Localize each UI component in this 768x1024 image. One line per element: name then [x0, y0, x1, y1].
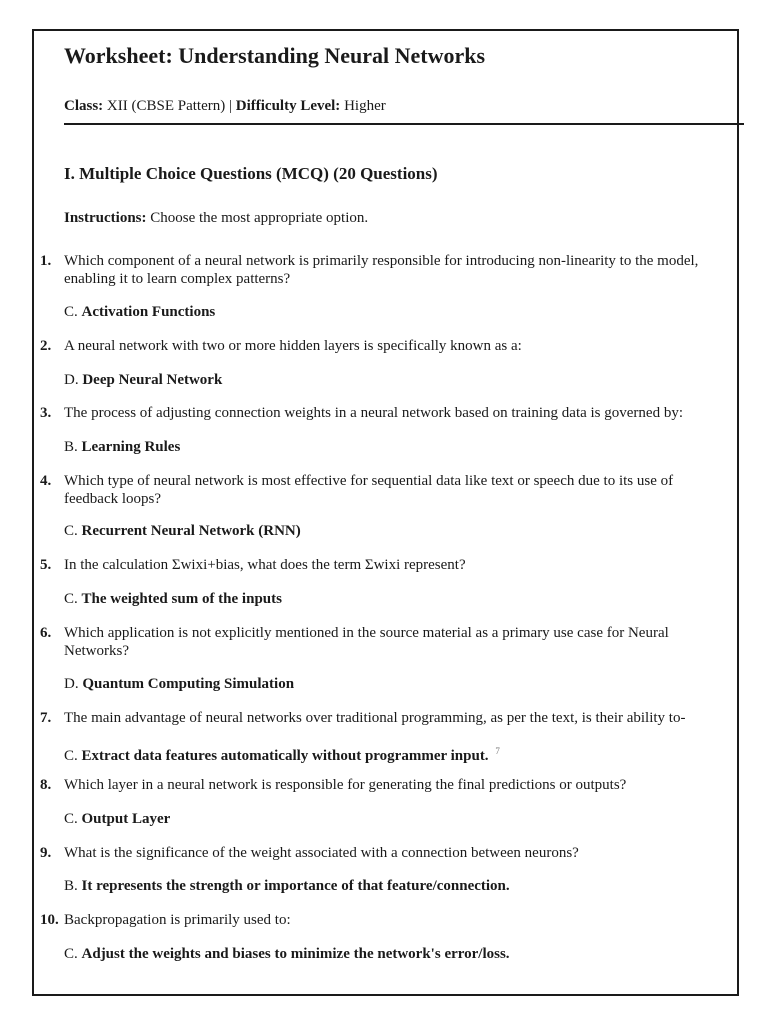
answer-option: B.: [64, 878, 78, 894]
answer-text: Learning Rules: [81, 439, 181, 455]
question-8: [40, 776, 724, 794]
answer-option: C.: [64, 946, 78, 962]
answer-3: [64, 438, 180, 456]
class-label: Class:: [64, 98, 104, 114]
question-number: 2.: [40, 338, 52, 354]
answer-4: [64, 522, 301, 540]
answer-5: [64, 590, 282, 608]
worksheet-title: Worksheet: Understanding Neural Networks: [64, 43, 486, 68]
answer-option: C.: [64, 811, 78, 827]
question-2: [40, 337, 724, 355]
question-7: [40, 709, 724, 727]
header-divider: [64, 123, 744, 125]
question-text: What is the significance of the weight associated with a connection between neurons?: [64, 845, 579, 861]
question-10: [40, 911, 724, 929]
question-4: [40, 472, 724, 508]
question-number: 4.: [40, 473, 52, 489]
answer-text: Extract data features automatically without programmer input.: [81, 748, 489, 764]
answer-text: It represents the strength or importance of that feature/connection.: [81, 878, 510, 894]
question-text: In the calculation Σwixi+bias, what does the term Σwixi represent?: [64, 557, 466, 573]
question-number: 9.: [40, 845, 52, 861]
question-text: The process of adjusting connection weights in a neural network based on training data is governed by:: [64, 405, 683, 421]
answer-option: C.: [64, 523, 78, 539]
answer-8: [64, 810, 170, 828]
answer-text: Deep Neural Network: [82, 372, 223, 388]
class-value: XII (CBSE Pattern) |: [106, 98, 232, 114]
question-text: Which type of neural network is most effective for sequential data like text or speech due to its use of feedback loops?: [64, 473, 674, 507]
question-text: Which layer in a neural network is responsible for generating the final predictions or outputs?: [64, 777, 627, 793]
answer-6: [64, 675, 294, 693]
question-number: 5.: [40, 557, 52, 573]
answer-9: [64, 877, 510, 895]
question-1: [40, 252, 724, 288]
question-number: 10.: [40, 912, 59, 928]
answer-7: [64, 742, 500, 765]
answer-1: [64, 303, 215, 321]
difficulty-label: Difficulty Level:: [235, 98, 341, 114]
question-text: Backpropagation is primarily used to:: [64, 912, 291, 928]
instructions-label: Instructions:: [64, 210, 147, 226]
answer-option: D.: [64, 676, 79, 692]
answer-option: B.: [64, 439, 78, 455]
question-5: [40, 556, 724, 574]
question-3: [40, 404, 724, 422]
difficulty-value: Higher: [344, 98, 386, 114]
answer-2: [64, 371, 222, 389]
answer-text: Recurrent Neural Network (RNN): [81, 523, 301, 539]
question-number: 8.: [40, 777, 52, 793]
answer-text: Activation Functions: [81, 304, 216, 320]
question-number: 6.: [40, 625, 52, 641]
question-text: The main advantage of neural networks over traditional programming, as per the text, is their ability to-: [64, 710, 686, 726]
answer-option: C.: [64, 591, 78, 607]
answer-text: Adjust the weights and biases to minimize the network's error/loss.: [81, 946, 510, 962]
section-title: I. Multiple Choice Questions (MCQ) (20 Questions): [64, 164, 438, 183]
question-text: Which application is not explicitly mentioned in the source material as a primary use case for Neural Networks?: [64, 625, 669, 659]
question-number: 1.: [40, 253, 52, 269]
question-number: 7.: [40, 710, 52, 726]
footnote-marker: 7: [495, 746, 500, 756]
instructions: [64, 210, 368, 227]
answer-option: C.: [64, 748, 78, 764]
question-text: A neural network with two or more hidden layers is specifically known as a:: [64, 338, 522, 354]
answer-text: The weighted sum of the inputs: [81, 591, 282, 607]
question-9: [40, 844, 724, 862]
answer-text: Output Layer: [81, 811, 171, 827]
answer-text: Quantum Computing Simulation: [82, 676, 295, 692]
answer-option: D.: [64, 372, 79, 388]
answer-10: [64, 945, 510, 963]
question-number: 3.: [40, 405, 52, 421]
worksheet-meta: [64, 98, 386, 115]
instructions-text: Choose the most appropriate option.: [150, 210, 369, 226]
question-text: Which component of a neural network is primarily responsible for introducing non-linearity to the model, enabling it to learn complex patterns?: [64, 253, 699, 287]
question-6: [40, 624, 724, 660]
answer-option: C.: [64, 304, 78, 320]
